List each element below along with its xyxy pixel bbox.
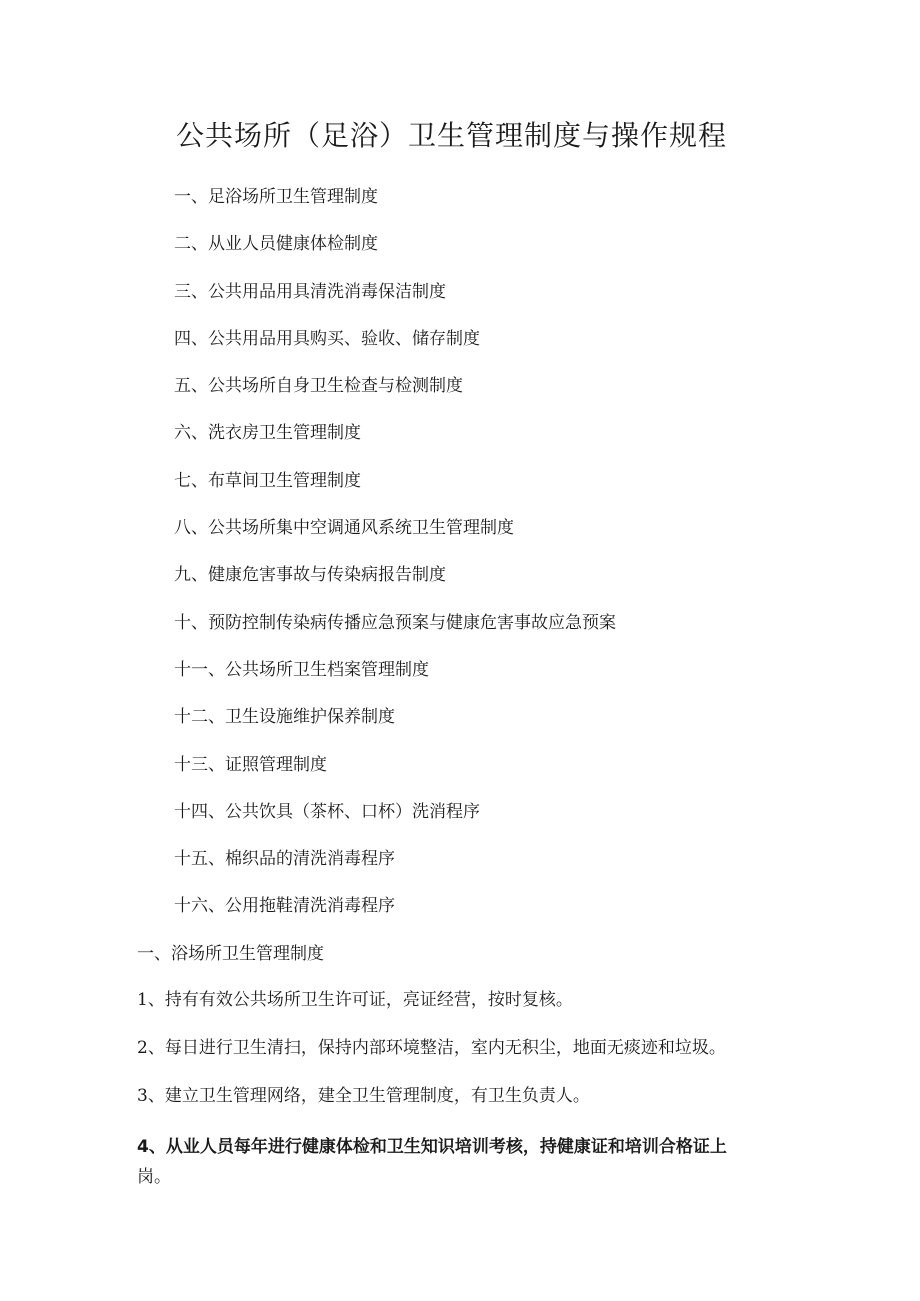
toc-item: 八、公共场所集中空调通风系统卫生管理制度 [174,518,514,539]
rules-list [137,986,797,1192]
rule-item: 2、每日进行卫生清扫，保持内部环境整洁，室内无积尘，地面无痰迹和垃圾。 [137,1038,726,1058]
toc-item: 十六、公用拖鞋清洗消毒程序 [174,896,395,917]
toc-item: 二、从业人员健康体检制度 [174,234,378,255]
section-heading: 一、浴场所卫生管理制度 [137,944,324,964]
toc-item: 七、布草间卫生管理制度 [174,470,361,491]
toc-item: 十四、公共饮具（茶杯、口杯）洗消程序 [174,801,480,822]
toc-item: 十一、公共场所卫生档案管理制度 [174,659,429,680]
toc-item: 一、足浴场所卫生管理制度 [174,187,378,207]
rule-item-bold [137,1132,787,1192]
toc-item: 十五、棉织品的清洗消毒程序 [174,849,395,870]
rule-item: 1、持有有效公共场所卫生许可证，亮证经营，按时复核。 [137,990,573,1010]
toc-item: 十、预防控制传染病传播应急预案与健康危害事故应急预案 [174,612,616,633]
rule-4-main: 4、从业人员每年进行健康体检和卫生知识培训考核，持健康证和培训合格证上 [137,1137,727,1157]
toc-item: 六、洗衣房卫生管理制度 [174,423,361,444]
rule-item: 3、建立卫生管理网络，建全卫生管理制度，有卫生负责人。 [137,1086,590,1106]
toc-item: 三、公共用品用具清洗消毒保洁制度 [174,281,446,302]
toc-item: 四、公共用品用具购买、验收、储存制度 [174,328,480,349]
table-of-contents [174,183,616,940]
toc-item: 九、健康危害事故与传染病报告制度 [174,565,446,586]
rule-4-tail: 岗。 [137,1167,171,1187]
toc-item: 十三、证照管理制度 [174,754,327,775]
document-title: 公共场所（足浴）卫生管理制度与操作规程 [176,119,728,152]
toc-item: 十二、卫生设施维护保养制度 [174,707,395,728]
toc-item: 五、公共场所自身卫生检查与检测制度 [174,376,463,397]
